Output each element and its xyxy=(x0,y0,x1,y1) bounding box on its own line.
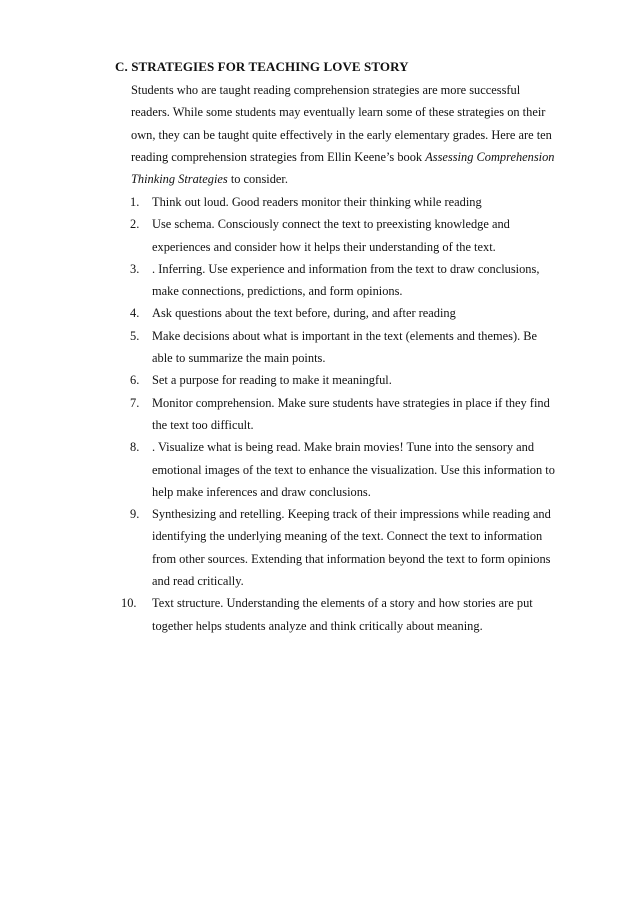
item-line: from other sources. Extending that information beyond the text to form opinions xyxy=(152,551,551,566)
item-number: 5. xyxy=(130,328,140,343)
item-line: together helps students analyze and think critically about meaning. xyxy=(152,618,483,633)
section-heading: C. STRATEGIES FOR TEACHING LOVE STORY xyxy=(115,59,409,74)
item-line: identifying the underlying meaning of the text. Connect the text to information xyxy=(152,529,543,544)
item-number: 1. xyxy=(130,195,140,209)
intro-closing-text: to consider. xyxy=(227,172,288,187)
item-line: Make decisions about what is important in the text (elements and themes). Be xyxy=(152,328,538,343)
intro-paragraph xyxy=(131,79,576,190)
item-number: 2. xyxy=(130,217,140,232)
item-number: 6. xyxy=(130,373,140,388)
list-item xyxy=(0,258,638,303)
item-line: Ask questions about the text before, during, and after reading xyxy=(152,306,456,321)
intro-closing-line xyxy=(131,168,576,190)
list-item xyxy=(0,592,638,637)
item-line: the text too difficult. xyxy=(152,417,254,432)
list-item xyxy=(0,302,638,324)
item-number: 4. xyxy=(130,306,140,321)
list-item xyxy=(0,392,638,437)
item-line: Set a purpose for reading to make it meaningful. xyxy=(152,373,392,388)
item-line: Think out loud. Good readers monitor their thinking while reading xyxy=(152,195,482,209)
item-line: experiences and consider how it helps their understanding of the text. xyxy=(152,239,496,254)
list-item xyxy=(0,503,638,592)
list-item xyxy=(0,191,638,213)
item-number: 3. xyxy=(130,261,140,276)
list-item xyxy=(0,436,638,503)
intro-line-with-title xyxy=(131,146,576,168)
item-line: . Inferring. Use experience and information from the text to draw conclusions, xyxy=(152,261,540,276)
item-line: and read critically. xyxy=(152,574,244,589)
list-item xyxy=(0,213,638,258)
item-number: 9. xyxy=(130,507,140,522)
item-number: 8. xyxy=(130,440,140,455)
item-line: emotional images of the text to enhance the visualization. Use this information to xyxy=(152,462,555,477)
intro-line: Students who are taught reading comprehension strategies are more successful xyxy=(131,83,521,97)
item-line: help make inferences and draw conclusions. xyxy=(152,484,371,499)
intro-line-text: reading comprehension strategies from Ellin Keene’s book xyxy=(131,149,426,164)
item-line: make connections, predictions, and form opinions. xyxy=(152,284,403,299)
list-item xyxy=(0,325,638,370)
item-line: Use schema. Consciously connect the text to preexisting knowledge and xyxy=(152,217,510,232)
strategies-list xyxy=(0,191,638,637)
item-line: able to summarize the main points. xyxy=(152,351,326,366)
intro-line: readers. While some students may eventually learn some of these strategies on their xyxy=(131,105,546,120)
book-title-part2: Thinking Strategies xyxy=(131,172,228,187)
list-item xyxy=(0,369,638,391)
item-line: Synthesizing and retelling. Keeping track of their impressions while reading and xyxy=(152,507,551,522)
book-title-part1: Assessing Comprehension xyxy=(425,149,555,164)
item-line: Text structure. Understanding the elements of a story and how stories are put xyxy=(152,596,533,611)
item-line: . Visualize what is being read. Make brain movies! Tune into the sensory and xyxy=(152,440,535,455)
intro-line: own, they can be taught quite effectively in the early elementary grades. Here are ten xyxy=(131,127,552,142)
item-number: 7. xyxy=(130,395,140,410)
item-number: 10. xyxy=(121,596,137,611)
item-line: Monitor comprehension. Make sure students have strategies in place if they find xyxy=(152,395,550,410)
